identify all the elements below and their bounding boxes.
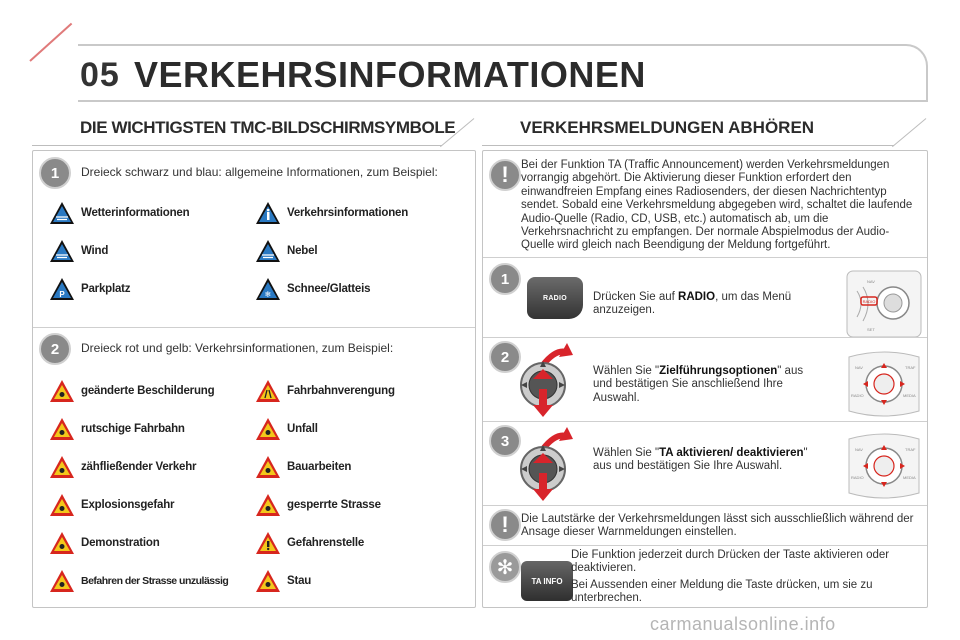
snow-icon <box>255 277 281 301</box>
step2-post: " aus und bestätigen Sie anschließend Ihre Auswahl. <box>593 365 804 404</box>
unit3-media-label: MEDIA <box>903 475 916 480</box>
symbol-item <box>255 417 318 441</box>
header-corner <box>22 44 78 104</box>
right-header-rule <box>482 145 894 146</box>
symbol-label: Fahrbahnverengung <box>287 385 395 397</box>
right-divider-1 <box>483 257 927 258</box>
symbol-item <box>255 201 408 225</box>
symbol-item <box>255 569 311 593</box>
right-divider-3 <box>483 421 927 422</box>
step1-text <box>593 291 823 318</box>
symbol-label: Demonstration <box>81 537 160 549</box>
unit3-nav-label: NAV <box>855 447 863 452</box>
section2-intro: Dreieck rot und gelb: Verkehrsinformationen, zum Beispiel: <box>81 341 394 355</box>
traffic-jam-icon <box>255 569 281 593</box>
rotary-knob-illustration-2[interactable] <box>513 339 573 419</box>
ta-description: Bei der Funktion TA (Traffic Announcement) werden Verkehrsmeldungen vorrangig abgehört. Die Aktivierung dieser Funktion erfordert den einwandfreien Empfang eines Radiosenders, der diesen Nachrichtentyp sendet. Sobald eine Verkehrsmeldung abgegeben wird, schaltet die laufende Audio-Quelle (Radio, CD, USB, etc.) automatisch ab, um die Verkehrsnachricht zu empfangen. Der normale Abspielmodus der Audio-Quelle wird gleich nach Beendigung der Meldung fortgeführt. <box>521 159 913 252</box>
symbol-item <box>49 379 214 403</box>
symbol-item <box>255 277 370 301</box>
svg-text:❄: ❄ <box>264 290 272 299</box>
footer-watermark: carmanualsonline.info <box>650 614 836 634</box>
symbol-label: zähfließender Verkehr <box>81 461 197 473</box>
left-divider <box>33 327 475 328</box>
symbol-item <box>255 493 381 517</box>
step3-pre: Wählen Sie " <box>593 447 660 459</box>
step-badge-2: 2 <box>39 333 71 365</box>
warning-icon: ! <box>489 159 521 191</box>
symbol-item <box>49 455 196 479</box>
step-badge-1: 1 <box>39 157 71 189</box>
symbol-label: geänderte Beschilderung <box>81 385 215 397</box>
left-header-rule <box>32 145 442 146</box>
right-divider-2 <box>483 337 927 338</box>
symbol-label: Bauarbeiten <box>287 461 352 473</box>
step-badge-r3: 3 <box>489 425 521 457</box>
symbol-label: Wind <box>81 245 109 257</box>
symbol-label: rutschige Fahrbahn <box>81 423 185 435</box>
right-divider-4 <box>483 505 927 506</box>
step1-post: , um das Menü anzuzeigen. <box>593 291 792 317</box>
unit-set-label: SET <box>867 327 875 332</box>
unit2-media-label: MEDIA <box>903 393 916 398</box>
symbol-item <box>49 277 130 301</box>
unit-radio-label: RADIO <box>862 299 876 304</box>
left-section-title: DIE WICHTIGSTEN TMC-BILDSCHIRMSYMBOLE <box>80 118 456 137</box>
step3-text <box>593 447 823 474</box>
ta-info-button[interactable]: TA INFO <box>521 561 573 601</box>
right-section-header <box>482 112 928 146</box>
step-badge-r1: 1 <box>489 263 521 295</box>
page-title: VERKEHRSINFORMATIONEN <box>134 54 646 95</box>
road-narrows-icon <box>255 379 281 403</box>
unit2-traf-label: TRAF <box>905 365 916 370</box>
right-panel <box>482 150 928 608</box>
tip-icon: ✻ <box>489 551 521 583</box>
step1-bold: RADIO <box>678 291 716 303</box>
danger-icon <box>255 531 281 555</box>
symbol-item <box>49 417 185 441</box>
radio-button[interactable]: RADIO <box>527 277 583 319</box>
volume-note: Die Lautstärke der Verkehrsmeldungen lässt sich ausschließlich während der Ansage dieser Warnmeldungen einstellen. <box>521 513 914 539</box>
symbol-item <box>255 379 395 403</box>
symbol-item <box>49 531 160 555</box>
step2-text <box>593 365 823 405</box>
step3-bold: TA aktivieren/ deaktivieren <box>659 447 804 459</box>
symbol-item <box>255 531 364 555</box>
unit2-radio-label: RADIO <box>851 393 864 398</box>
right-section-title: VERKEHRSMELDUNGEN ABHÖREN <box>520 118 815 137</box>
rotary-knob-illustration-3[interactable] <box>513 423 573 503</box>
symbol-label: Gefahrenstelle <box>287 537 365 549</box>
accident-icon <box>255 417 281 441</box>
symbol-item <box>49 493 174 517</box>
step3-post: " aus und bestätigen Sie Ihre Auswahl. <box>593 447 808 473</box>
unit3-traf-label: TRAF <box>905 447 916 452</box>
demonstration-icon <box>49 531 75 555</box>
symbol-label: Befahren der Strasse unzulässig <box>81 575 229 587</box>
symbol-label: Unfall <box>287 423 318 435</box>
left-panel <box>32 150 476 608</box>
symbol-item <box>255 455 351 479</box>
tip-text-2: Bei Aussenden einer Meldung die Taste drücken, um sie zu unterbrechen. <box>571 579 873 605</box>
radio-unit-illustration <box>845 269 923 339</box>
wind-icon <box>49 239 75 263</box>
symbol-label: Explosionsgefahr <box>81 499 175 511</box>
symbol-item <box>49 239 108 263</box>
step1-pre: Drücken Sie auf <box>593 291 679 303</box>
right-header-diag <box>892 118 926 147</box>
step2-bold: Zielführungsoptionen <box>659 365 778 377</box>
slippery-road-icon <box>49 417 75 441</box>
symbol-label: Schnee/Glatteis <box>287 283 371 295</box>
symbol-item <box>49 201 189 225</box>
sign-change-icon <box>49 379 75 403</box>
unit-nav-label: NAV <box>867 279 875 284</box>
symbol-label: Parkplatz <box>81 283 131 295</box>
chapter-number: 05 <box>80 56 120 94</box>
warning-icon-2: ! <box>489 509 521 541</box>
road-closed-icon <box>255 493 281 517</box>
slow-traffic-icon <box>49 455 75 479</box>
unit2-nav-label: NAV <box>855 365 863 370</box>
no-entry-icon <box>49 569 75 593</box>
info-icon <box>255 201 281 225</box>
right-divider-5 <box>483 545 927 546</box>
nav-unit-illustration-3 <box>845 431 923 501</box>
nav-unit-illustration-2 <box>845 349 923 419</box>
step2-pre: Wählen Sie " <box>593 365 660 377</box>
unit3-radio-label: RADIO <box>851 475 864 480</box>
step-badge-r2: 2 <box>489 341 521 373</box>
explosion-icon <box>49 493 75 517</box>
fog-icon <box>255 239 281 263</box>
svg-text:P: P <box>59 290 65 299</box>
symbol-label: Nebel <box>287 245 318 257</box>
symbol-label: gesperrte Strasse <box>287 499 381 511</box>
roadworks-icon <box>255 455 281 479</box>
symbol-item <box>49 569 228 593</box>
symbol-label: Stau <box>287 575 312 587</box>
left-section-header <box>32 112 476 146</box>
parking-icon <box>49 277 75 301</box>
symbol-label: Wetterinformationen <box>81 207 190 219</box>
weather-icon <box>49 201 75 225</box>
symbol-item <box>255 239 317 263</box>
section1-intro: Dreieck schwarz und blau: allgemeine Informationen, zum Beispiel: <box>81 165 438 179</box>
tip-text-1: Die Funktion jederzeit durch Drücken der Taste aktivieren oder deaktivieren. <box>571 549 890 575</box>
symbol-label: Verkehrsinformationen <box>287 207 409 219</box>
